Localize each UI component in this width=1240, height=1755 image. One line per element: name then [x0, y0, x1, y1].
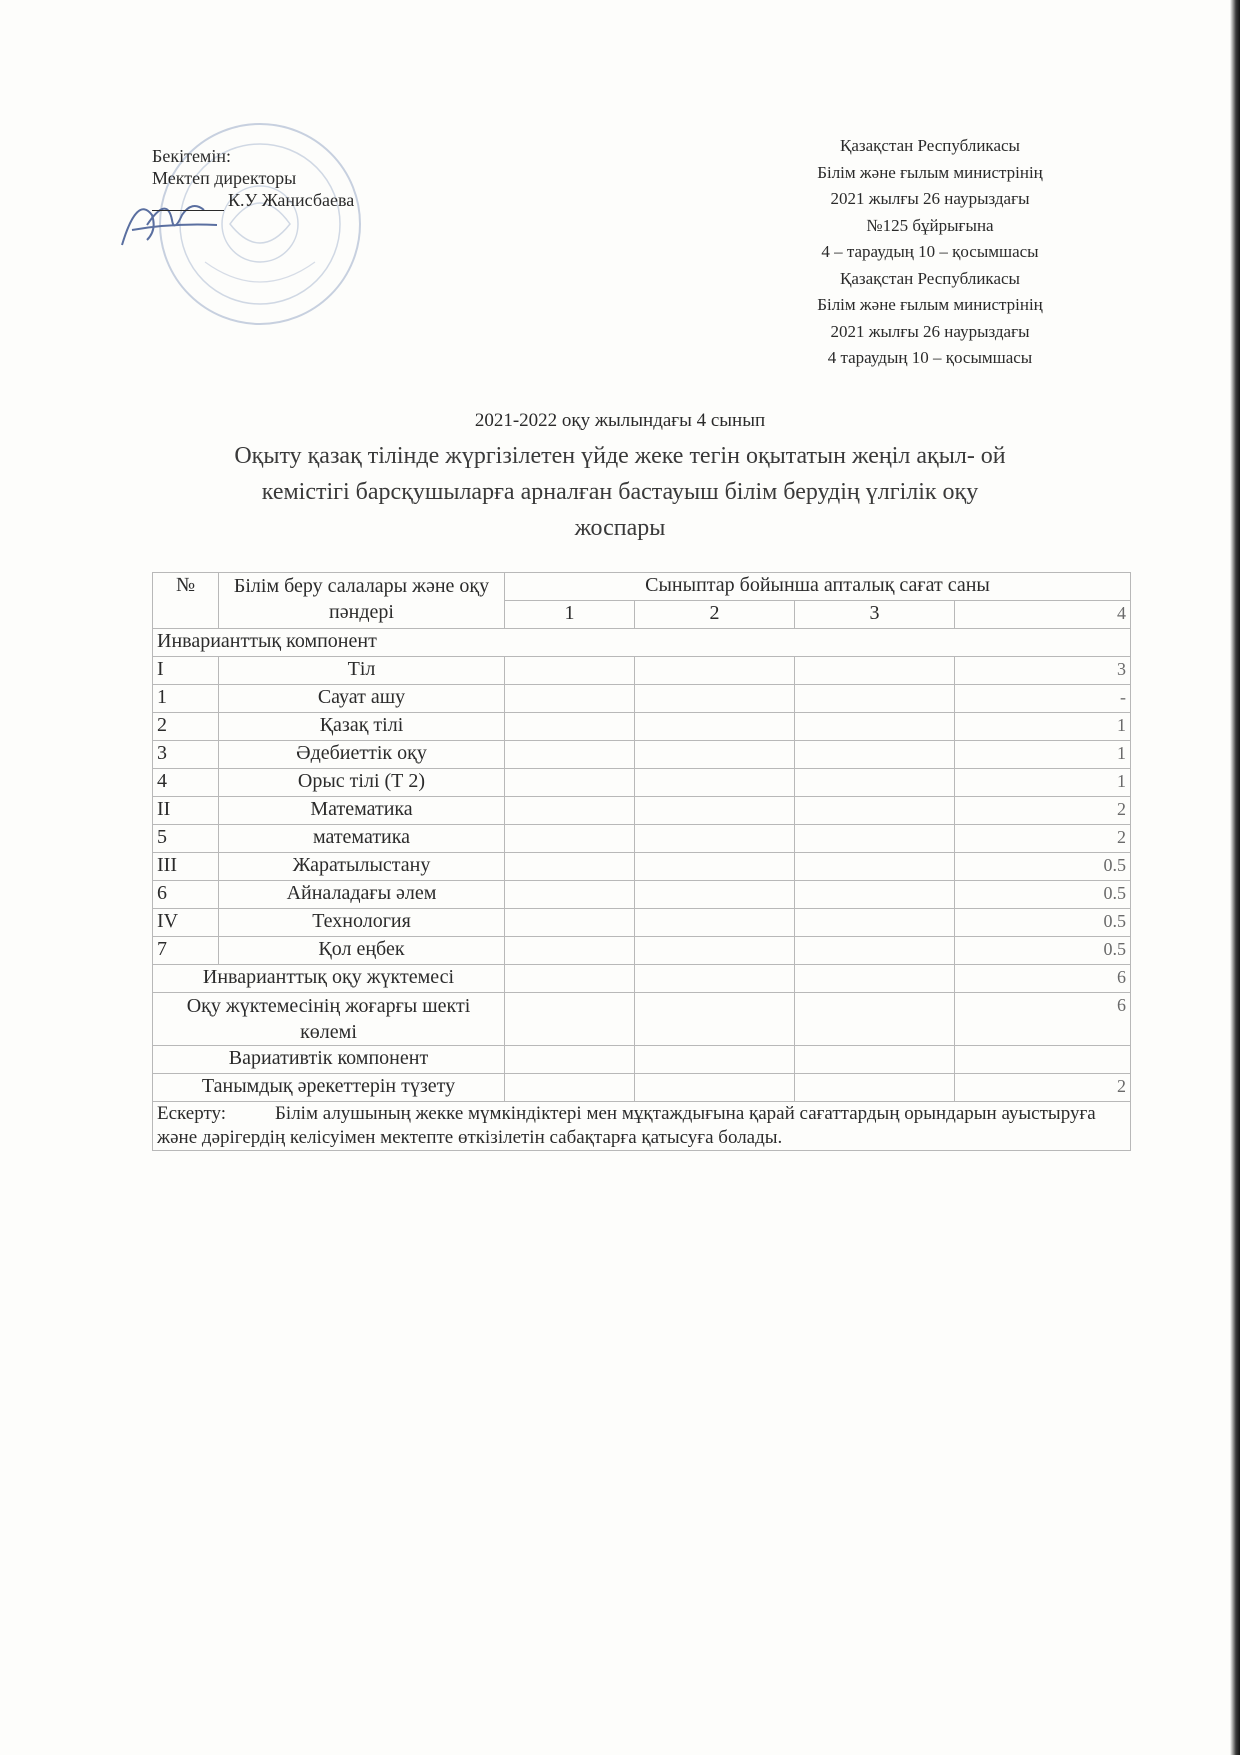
max-load-row — [153, 993, 1131, 1046]
header-hours: Сыныптар бойынша апталық сағат саны — [505, 573, 1131, 601]
row-num: 4 — [153, 769, 219, 797]
row-subject: Математика — [219, 797, 505, 825]
table-row — [153, 713, 1131, 741]
table-row — [153, 881, 1131, 909]
row-num: III — [153, 853, 219, 881]
row-grade-4: 3 — [955, 657, 1131, 685]
row-grade-4: 1 — [955, 769, 1131, 797]
row-num: 7 — [153, 937, 219, 965]
row-subject: Сауат ашу — [219, 685, 505, 713]
approval-director-line — [152, 189, 452, 211]
ministry-reference-block — [770, 133, 1090, 372]
row-subject: математика — [219, 825, 505, 853]
ministry-line: 2021 жылғы 26 наурыздағы — [830, 189, 1030, 208]
row-num: II — [153, 797, 219, 825]
row-subject: Қазақ тілі — [219, 713, 505, 741]
invariant-load-label: Инварианттық оқу жүктемесі — [153, 965, 505, 993]
correction-label: Танымдық әрекеттерін түзету — [153, 1074, 505, 1102]
director-name: К.У Жанисбаева — [228, 190, 355, 210]
ministry-line: 4 тараудың 10 – қосымшасы — [827, 348, 1033, 367]
row-subject: Әдебиеттік оқу — [219, 741, 505, 769]
row-grade-4: 0.5 — [955, 909, 1131, 937]
document-title-block — [150, 410, 1090, 546]
invariant-load-grade-4: 6 — [955, 965, 1131, 993]
table-row — [153, 825, 1131, 853]
header-subjects: Білім беру салалары және оқу пәндері — [219, 573, 505, 629]
row-subject: Технология — [219, 909, 505, 937]
approval-label: Бекітемін: — [152, 146, 231, 166]
invariant-component-label: Инварианттық компонент — [153, 629, 1131, 657]
ministry-line: Қазақстан Республикасы — [840, 136, 1020, 155]
note-cell — [153, 1102, 1131, 1151]
table-row — [153, 853, 1131, 881]
table-row — [153, 937, 1131, 965]
signature-underline — [152, 192, 224, 211]
note-label: Ескерту: — [157, 1103, 227, 1124]
curriculum-table — [152, 572, 1131, 1151]
ministry-line: Қазақстан Республикасы — [840, 268, 1020, 288]
ministry-line: Білім және ғылым министрінің — [817, 162, 1043, 182]
table-row — [153, 741, 1131, 769]
row-num: I — [153, 657, 219, 685]
table-row — [153, 657, 1131, 685]
approval-position: Мектеп директоры — [152, 168, 297, 188]
correction-grade-4: 2 — [955, 1074, 1131, 1102]
row-subject: Айналадағы әлем — [219, 881, 505, 909]
academic-year-line: 2021-2022 оқу жылындағы 4 сынып — [474, 410, 766, 431]
max-load-label: Оқу жүктемесінің жоғарғы шекті көлемі — [153, 993, 505, 1046]
invariant-component-row — [153, 629, 1131, 657]
plan-title-line-2: кемістігі барсқушыларға арналған бастауыш білім берудің үлгілік оқу — [261, 479, 979, 505]
note-row — [153, 1102, 1131, 1151]
row-num: 5 — [153, 825, 219, 853]
scan-edge-shadow — [1230, 0, 1240, 1755]
table-row — [153, 797, 1131, 825]
table-row — [153, 685, 1131, 713]
row-grade-4: - — [955, 685, 1131, 713]
row-num: 2 — [153, 713, 219, 741]
plan-title — [150, 438, 1090, 546]
variative-component-row — [153, 1046, 1131, 1074]
row-num: 3 — [153, 741, 219, 769]
row-grade-4: 1 — [955, 741, 1131, 769]
row-subject: Тіл — [219, 657, 505, 685]
table-row — [153, 909, 1131, 937]
header-grade-2: 2 — [635, 601, 795, 629]
invariant-load-row — [153, 965, 1131, 993]
row-subject: Жаратылыстану — [219, 853, 505, 881]
table-row — [153, 769, 1131, 797]
row-grade-4: 0.5 — [955, 853, 1131, 881]
row-num: 1 — [153, 685, 219, 713]
row-grade-4: 1 — [955, 713, 1131, 741]
plan-title-line-1: Оқыту қазақ тілінде жүргізілетен үйде жеке тегін оқытатын жеңіл ақыл- ой — [234, 443, 1006, 469]
max-load-grade-4: 6 — [955, 993, 1131, 1046]
ministry-line: №125 бұйрығына — [866, 215, 994, 235]
note-text: Білім алушының жекке мүмкіндіктері мен мұқтаждығына қарай сағаттардың орындарын ауыстыруға және дәрігердің келісуімен мектепте өткізілетін сабақтарға қатысуға болады. — [157, 1103, 1096, 1148]
row-grade-4: 0.5 — [955, 881, 1131, 909]
table-header-row — [153, 573, 1131, 601]
row-grade-4: 2 — [955, 825, 1131, 853]
variative-component-label: Вариативтік компонент — [153, 1046, 505, 1074]
plan-title-line-3: жоспары — [574, 515, 666, 541]
ministry-line: 4 – тараудың 10 – қосымшасы — [821, 242, 1039, 261]
header-num: № — [153, 573, 219, 629]
header-grade-4: 4 — [955, 601, 1131, 629]
ministry-line: Білім және ғылым министрінің — [817, 295, 1043, 314]
row-subject: Орыс тілі (Т 2) — [219, 769, 505, 797]
row-grade-4: 2 — [955, 797, 1131, 825]
row-num: IV — [153, 909, 219, 937]
row-subject: Қол еңбек — [219, 937, 505, 965]
ministry-line: 2021 жылғы 26 наурыздағы — [830, 321, 1030, 341]
row-grade-4: 0.5 — [955, 937, 1131, 965]
header-grade-3: 3 — [795, 601, 955, 629]
approval-block — [152, 145, 452, 211]
correction-row — [153, 1074, 1131, 1102]
header-grade-1: 1 — [505, 601, 635, 629]
row-num: 6 — [153, 881, 219, 909]
